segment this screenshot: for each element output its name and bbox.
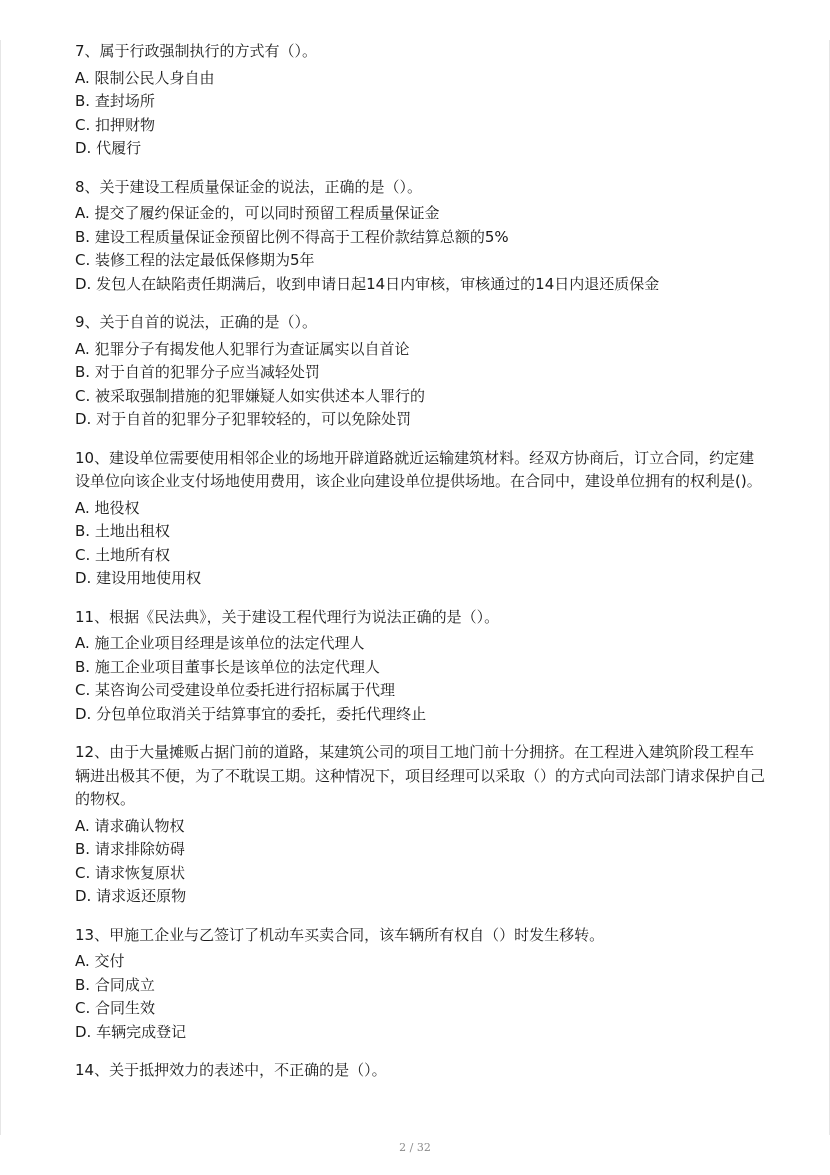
page-left-border xyxy=(0,40,1,1135)
answer-option: C. 装修工程的法定最低保修期为5年 xyxy=(75,251,315,269)
question-block xyxy=(75,40,765,161)
answer-option: A. 提交了履约保证金的，可以同时预留工程质量保证金 xyxy=(75,204,440,222)
answer-option: A. 施工企业项目经理是该单位的法定代理人 xyxy=(75,634,365,652)
answer-option: C. 土地所有权 xyxy=(75,545,171,564)
answer-option: D. 分包单位取消关于结算事宜的委托，委托代理终止 xyxy=(75,704,427,723)
answer-option: C. 合同生效 xyxy=(75,999,156,1017)
answer-option: B. 查封场所 xyxy=(75,92,155,110)
answer-option: D. 建设用地使用权 xyxy=(75,569,202,587)
answer-option: D. 发包人在缺陷责任期满后，收到申请日起14日内审核，审核通过的14日内退还质保金 xyxy=(75,274,660,293)
answer-option: B. 请求排除妨碍 xyxy=(75,840,185,858)
answer-option: D. 车辆完成登记 xyxy=(75,1022,187,1041)
question-stem: 10、建设单位需要使用相邻企业的场地开辟道路就近运输建筑材料。经双方协商后，订立合同，约定建设单位向该企业支付场地使用费用，该企业向建设单位提供场地。在合同中，建设单位拥有的权利是()。 xyxy=(75,448,762,490)
answer-option: A. 限制公民人身自由 xyxy=(75,68,215,87)
answer-option: A. 交付 xyxy=(75,952,125,970)
question-stem: 11、根据《民法典》，关于建设工程代理行为说法正确的是（）。 xyxy=(75,607,500,626)
answer-option: C. 被采取强制措施的犯罪嫌疑人如实供述本人罪行的 xyxy=(75,386,426,405)
answer-option: D. 请求返还原物 xyxy=(75,887,187,905)
answer-option: B. 对于自首的犯罪分子应当减轻处罚 xyxy=(75,363,320,381)
answer-option: D. 对于自首的犯罪分子犯罪较轻的，可以免除处罚 xyxy=(75,410,412,428)
answer-option: A. 犯罪分子有揭发他人犯罪行为查证属实以自首论 xyxy=(75,339,410,358)
question-block xyxy=(75,606,765,727)
question-block xyxy=(75,176,765,297)
answer-option: C. 某咨询公司受建设单位委托进行招标属于代理 xyxy=(75,681,396,699)
question-stem: 7、属于行政强制执行的方式有（）。 xyxy=(75,42,318,60)
question-block xyxy=(75,1059,765,1083)
answer-option: A. 请求确认物权 xyxy=(75,816,185,835)
answer-option: D. 代履行 xyxy=(75,139,142,157)
answer-option: B. 施工企业项目董事长是该单位的法定代理人 xyxy=(75,657,380,676)
answer-option: C. 扣押财物 xyxy=(75,115,156,134)
question-block xyxy=(75,311,765,432)
answer-option: B. 土地出租权 xyxy=(75,522,170,540)
answer-option: B. 建设工程质量保证金预留比例不得高于工程价款结算总额的5% xyxy=(75,227,509,246)
answer-option: C. 请求恢复原状 xyxy=(75,863,186,882)
answer-option: A. 地役权 xyxy=(75,498,140,517)
document-body xyxy=(75,40,765,1098)
question-block xyxy=(75,447,765,591)
question-block xyxy=(75,741,765,909)
question-stem: 13、甲施工企业与乙签订了机动车买卖合同，该车辆所有权自（）时发生移转。 xyxy=(75,925,605,944)
answer-option: B. 合同成立 xyxy=(75,975,155,994)
page-number: 2 / 32 xyxy=(399,1141,431,1154)
question-stem: 8、关于建设工程质量保证金的说法，正确的是（）。 xyxy=(75,177,423,196)
question-stem: 9、关于自首的说法，正确的是（）。 xyxy=(75,313,318,331)
question-stem: 12、由于大量摊贩占据门前的道路，某建筑公司的项目工地门前十分拥挤。在工程进入建筑阶段工程车辆进出极其不便，为了不耽误工期。这种情况下，项目经理可以采取（）的方式向司法部门请求保护自己的物权。 xyxy=(75,743,766,808)
question-block xyxy=(75,924,765,1045)
question-stem: 14、关于抵押效力的表述中，不正确的是（）。 xyxy=(75,1061,387,1079)
